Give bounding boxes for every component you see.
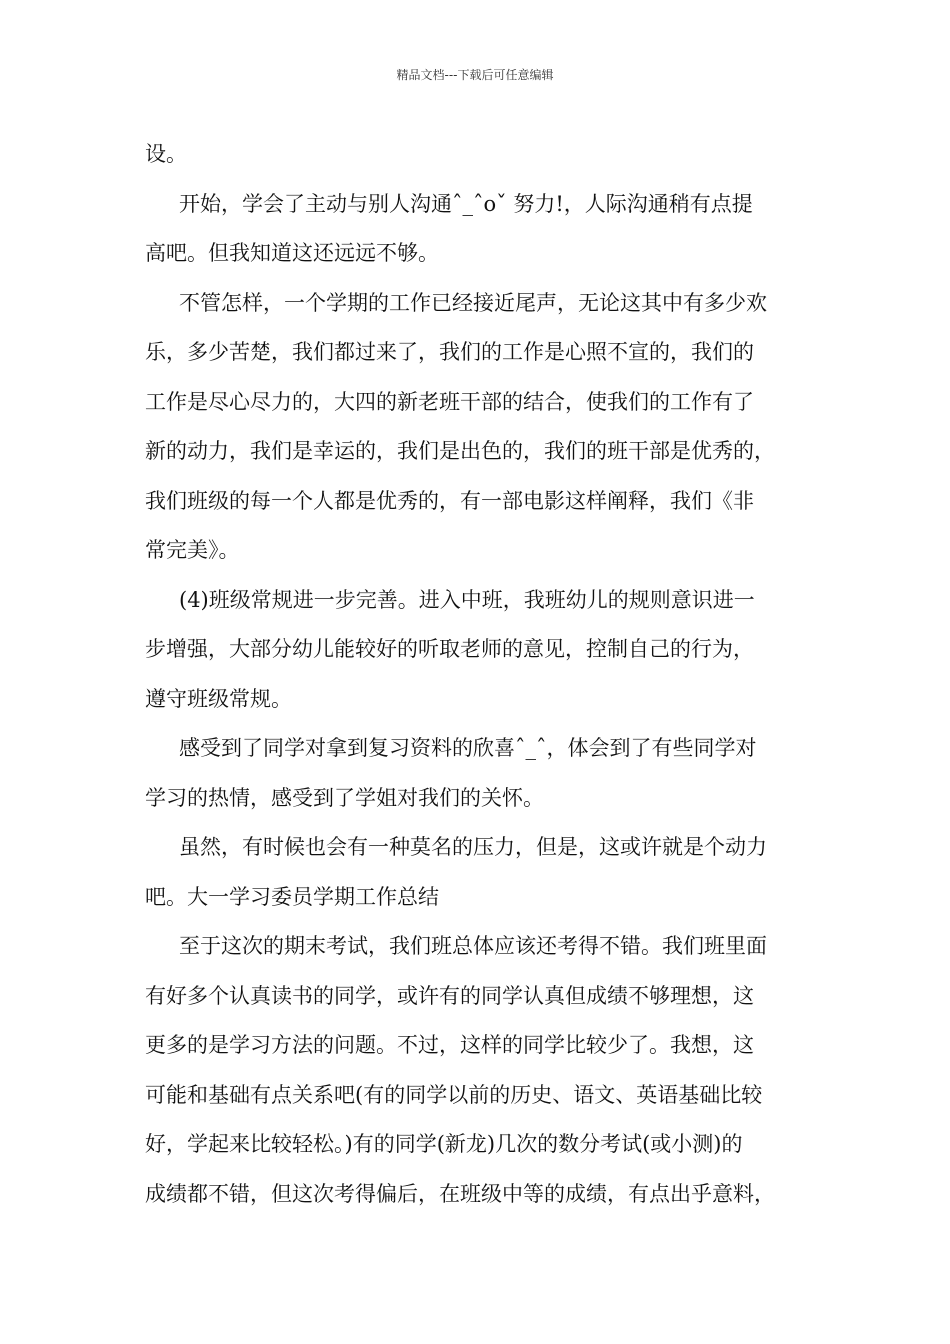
text-line: 高吧。但我知道这还远远不够。	[145, 241, 439, 265]
text-line: 设。	[145, 142, 187, 166]
page-header: 精品文档---下载后可任意编辑	[396, 68, 554, 82]
text-line: 新的动力，我们是幸运的，我们是出色的，我们的班干部是优秀的，	[145, 439, 775, 463]
text-line: 更多的是学习方法的问题。不过，这样的同学比较少了。我想，这	[145, 1033, 754, 1057]
text-line: 步增强，大部分幼儿能较好的听取老师的意见，控制自己的行为，	[145, 637, 754, 661]
text-line: 开始，学会了主动与别人沟通ˆ_ˆoˇ 努力!，人际沟通稍有点提	[179, 191, 753, 216]
text-line: 好，学起来比较轻松。)有的同学(新龙)几次的数分考试(或小测)的	[145, 1132, 743, 1156]
text-line: 成绩都不错，但这次考得偏后，在班级中等的成绩，有点出乎意料，	[145, 1181, 775, 1206]
text-line: 感受到了同学对拿到复习资料的欣喜ˆ_ˆ，体会到了有些同学对	[179, 736, 757, 760]
text-line: 有好多个认真读书的同学，或许有的同学认真但成绩不够理想，这	[145, 983, 754, 1008]
text-line: (4)班级常规进一步完善。进入中班，我班幼儿的规则意识进一	[179, 587, 755, 612]
text-line: 学习的热情，感受到了学姐对我们的关怀。	[145, 785, 544, 810]
text-line: 可能和基础有点关系吧(有的同学以前的历史、语文、英语基础比较	[145, 1082, 763, 1107]
text-line: 乐，多少苦楚，我们都过来了，我们的工作是心照不宣的，我们的	[145, 340, 754, 364]
document-body	[145, 130, 825, 1219]
text-line: 遵守班级常规。	[145, 686, 292, 711]
text-line: 常完美》。	[145, 538, 240, 562]
text-line: 吧。大一学习委员学期工作总结	[145, 884, 439, 909]
text-line: 不管怎样，一个学期的工作已经接近尾声，无论这其中有多少欢	[179, 290, 767, 315]
text-line: 至于这次的期末考试，我们班总体应该还考得不错。我们班里面	[179, 934, 767, 958]
text-line: 我们班级的每一个人都是优秀的，有一部电影这样阐释，我们《非	[145, 488, 754, 513]
text-line: 工作是尽心尽力的，大四的新老班干部的结合，使我们的工作有了	[145, 389, 754, 414]
text-line: 虽然，有时候也会有一种莫名的压力，但是，这或许就是个动力	[179, 835, 767, 859]
